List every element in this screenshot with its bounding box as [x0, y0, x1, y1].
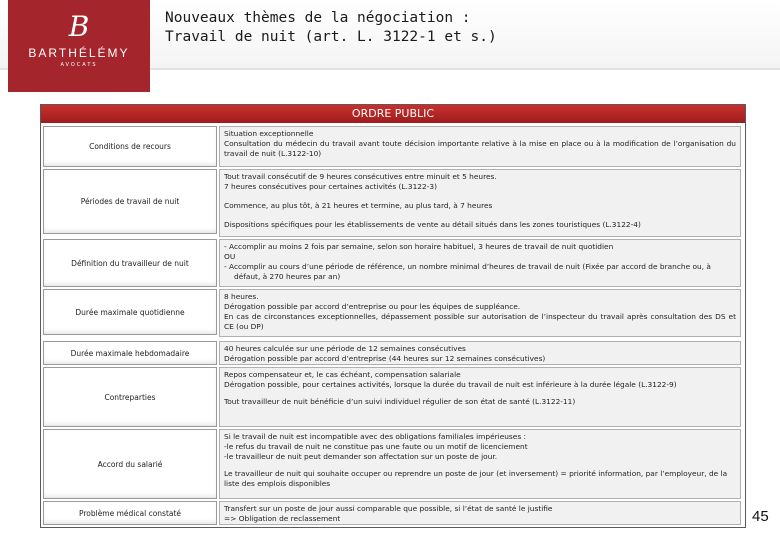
accord-line-2: -le refus du travail de nuit ne constitue pas une faute ou un motif de licenciement — [224, 442, 528, 451]
row-label-definition: Définition du travailleur de nuit — [43, 239, 217, 287]
row-label-duree-quotidienne: Durée maximale quotidienne — [43, 289, 217, 335]
row-content-probleme-medical — [219, 501, 741, 525]
title-line-2: Travail de nuit (art. L. 3122-1 et s.) — [165, 29, 497, 45]
row-label-duree-hebdomadaire: Durée maximale hebdomadaire — [43, 341, 217, 365]
hebdomadaire-line-1: 40 heures calculée sur une période de 12 semaines consécutives — [224, 344, 466, 353]
row-label-periodes: Périodes de travail de nuit — [43, 169, 217, 234]
ordre-public-table — [40, 104, 746, 528]
table-header: ORDRE PUBLIC — [41, 105, 745, 123]
hebdomadaire-line-2: Dérogation possible par accord d’entreprise (44 heures sur 12 semaines consécutives) — [224, 354, 546, 363]
accord-line-3: -le travailleur de nuit peut demander son affectation sur un poste de jour. — [224, 452, 498, 461]
row-content-contreparties — [219, 367, 741, 427]
title-line-1: Nouveaux thèmes de la négociation : — [165, 10, 471, 26]
conditions-line-1: Situation exceptionnelle — [224, 129, 314, 138]
periodes-line-1: Tout travail consécutif de 9 heures consécutives entre minuit et 5 heures. — [224, 172, 497, 181]
contreparties-line-1: Repos compensateur et, le cas échéant, compensation salariale — [224, 370, 461, 379]
accord-line-1: Si le travail de nuit est incompatible avec des obligations familiales impérieuses : — [224, 432, 527, 441]
row-label-probleme-medical: Problème médical constaté — [43, 501, 217, 525]
accord-line-4: Le travailleur de nuit qui souhaite occuper ou reprendre un poste de jour (et inversement) = priorité information, par l’employeur, de la liste des emplois disponibles — [224, 469, 728, 488]
row-content-definition — [219, 239, 741, 287]
definition-line-1: - Accomplir au moins 2 fois par semaine, selon son horaire habituel, 3 heures de travail de nuit quotidien — [224, 242, 614, 251]
logo-subtitle: AVOCATS — [60, 62, 98, 68]
row-content-duree-hebdomadaire — [219, 341, 741, 365]
row-label-accord: Accord du salarié — [43, 429, 217, 499]
periodes-line-3: Commence, au plus tôt, à 21 heures et termine, au plus tard, à 7 heures — [224, 201, 493, 210]
row-label-conditions: Conditions de recours — [43, 126, 217, 167]
definition-line-2: OU — [224, 252, 236, 261]
row-content-conditions — [219, 126, 741, 167]
periodes-line-4: Dispositions spécifiques pour les établissements de vente au détail situés dans les zones touristiques (L.3122-4) — [224, 220, 641, 229]
logo-mark: B — [68, 10, 90, 43]
quotidienne-line-2: Dérogation possible par accord d’entreprise ou pour les équipes de suppléance. — [224, 302, 521, 311]
definition-line-3: - Accomplir au cours d’une période de référence, un nombre minimal d’heures de travail de nuit (Fixée par accord de branche ou, à défaut, à 270 heures par an) — [224, 262, 711, 281]
conditions-line-2: Consultation du médecin du travail avant toute décision importante relative à la mise en place ou à la modification de l’organisation du travail de nuit (L.3122-10) — [224, 139, 736, 158]
logo-name: BARTHÉLÉMY — [28, 46, 130, 60]
quotidienne-line-3: En cas de circonstances exceptionnelles, dépassement possible sur autorisation de l’inspecteur du travail après consultation des DS et CE (ou DP) — [224, 312, 736, 331]
contreparties-line-3: Tout travailleur de nuit bénéficie d’un suivi individuel régulier de son état de santé (L.3122-11) — [224, 397, 576, 406]
medical-line-2: => Obligation de reclassement — [224, 514, 341, 523]
periodes-line-2: 7 heures consécutives pour certaines activités (L.3122-3) — [224, 182, 437, 191]
row-label-contreparties: Contreparties — [43, 367, 217, 427]
page-number: 45 — [752, 508, 769, 525]
row-content-accord — [219, 429, 741, 499]
row-content-periodes — [219, 169, 741, 237]
row-content-duree-quotidienne — [219, 289, 741, 337]
slide-title — [165, 9, 497, 47]
contreparties-line-2: Dérogation possible, pour certaines activités, lorsque la durée du travail de nuit est inférieure à la durée légale (L.3122-9) — [224, 380, 677, 389]
firm-logo — [8, 0, 150, 92]
medical-line-1: Transfert sur un poste de jour aussi comparable que possible, si l’état de santé le justifie — [224, 504, 553, 513]
quotidienne-line-1: 8 heures. — [224, 292, 259, 301]
